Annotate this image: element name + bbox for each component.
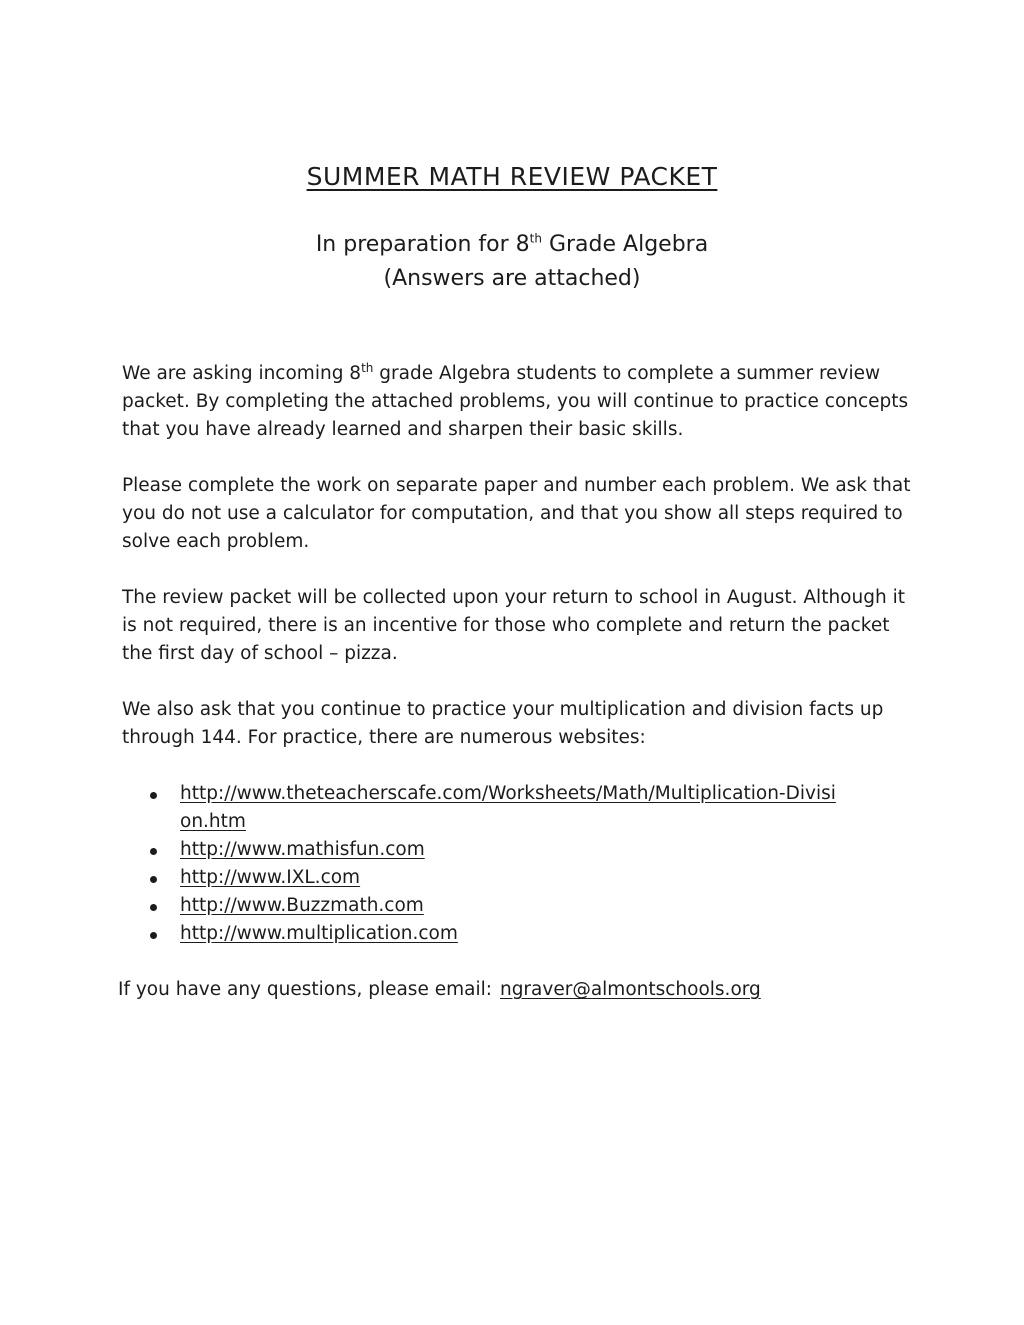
paragraph-intro-prefix: We are asking incoming 8	[122, 363, 362, 384]
subtitle-superscript: th	[529, 231, 542, 246]
contact-text: If you have any questions, please email:	[118, 979, 492, 1000]
link-buzzmath[interactable]: http://www.Buzzmath.com	[180, 895, 424, 916]
link-mathisfun[interactable]: http://www.mathisfun.com	[180, 839, 425, 860]
paragraph-intro-suffix: grade Algebra students to complete a summer review packet. By completing the attached problems, you will continue to practice concepts that you have already learned and sharpen their basic skills.	[122, 363, 909, 440]
link-multiplication[interactable]: http://www.multiplication.com	[180, 923, 458, 944]
paragraph-practice: We also ask that you continue to practice your multiplication and division facts up through 144. For practice, there are numerous websites:	[122, 699, 884, 748]
page-title-text: SUMMER MATH REVIEW PACKET	[306, 162, 718, 191]
subtitle-line-2: (Answers are attached)	[383, 266, 641, 291]
link-ixl[interactable]: http://www.IXL.com	[180, 867, 361, 888]
subtitle-suffix: Grade Algebra	[541, 232, 709, 257]
subtitle-prefix: In preparation for 8	[315, 232, 530, 257]
contact-line	[118, 976, 938, 1004]
list-item	[150, 892, 910, 920]
list-item	[150, 836, 910, 864]
paragraph-intro-superscript: th	[361, 360, 374, 375]
email-link[interactable]: ngraver@almontschools.org	[499, 979, 761, 1000]
paragraph-collection: The review packet will be collected upon your return to school in August. Although it is not required, there is an incentive for those who complete and return the packet the first day of school – pizza.	[122, 587, 905, 664]
paragraph-instructions: Please complete the work on separate paper and number each problem. We ask that you do not use a calculator for computation, and that you show all steps required to solve each problem.	[122, 475, 911, 552]
paragraph-intro	[122, 360, 922, 444]
website-list	[150, 780, 910, 948]
list-item	[150, 920, 910, 948]
link-teacherscafe[interactable]: http://www.theteacherscafe.com/Worksheets/Math/Multiplication-Division.htm	[180, 783, 836, 832]
subtitle	[0, 228, 1024, 296]
subtitle-line-1	[0, 228, 1024, 262]
page-title	[0, 162, 1024, 191]
list-item	[150, 780, 910, 836]
list-item	[150, 864, 910, 892]
